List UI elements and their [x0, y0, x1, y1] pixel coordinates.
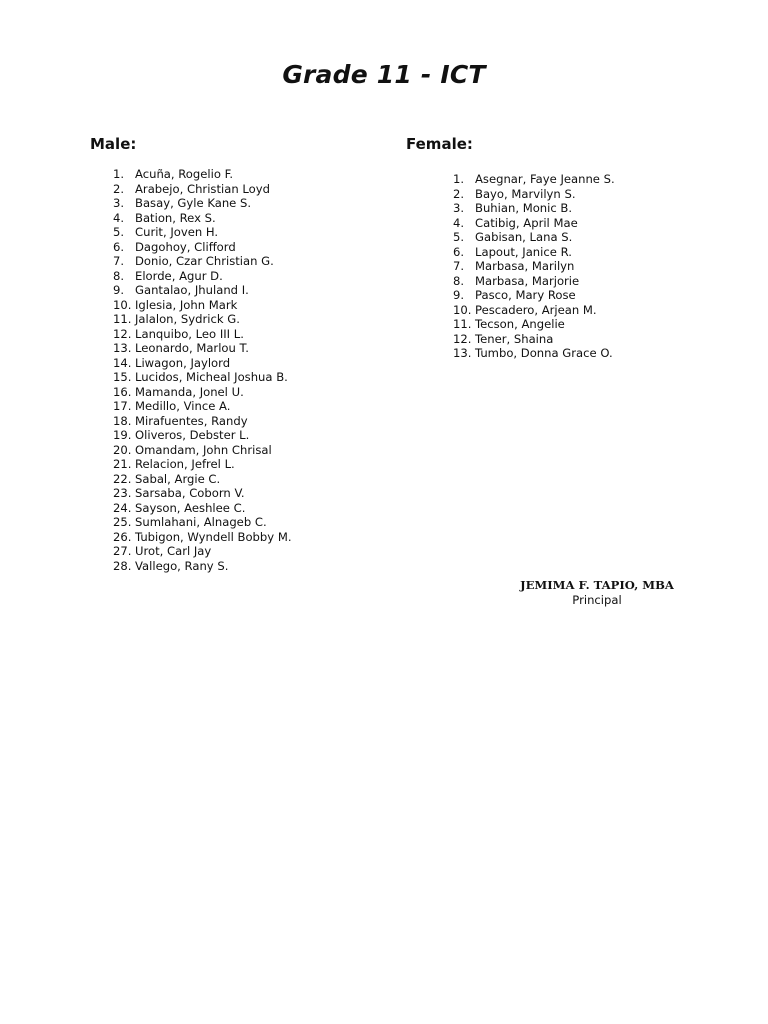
item-number: 7.: [453, 259, 465, 273]
list-item: [113, 211, 393, 226]
item-number: 6.: [453, 244, 465, 259]
student-name: Lucidos, Micheal Joshua B.: [135, 370, 288, 384]
student-name: Elorde, Agur D.: [135, 268, 223, 283]
student-name: Sarsaba, Coborn V.: [135, 486, 245, 500]
item-number: 14.: [113, 355, 132, 370]
student-name: Marbasa, Marilyn: [475, 259, 575, 273]
item-number: 27.: [113, 544, 132, 558]
list-item: [113, 327, 393, 342]
signatory-name: JEMIMA F. TAPIO, MBA: [520, 578, 674, 592]
list-item: [453, 317, 733, 332]
item-number: 5.: [113, 225, 125, 239]
item-number: 19.: [113, 428, 132, 442]
list-item: [453, 332, 733, 347]
student-name: Relacion, Jefrel L.: [135, 457, 235, 471]
student-name: Bayo, Marvilyn S.: [475, 186, 576, 201]
item-number: 2.: [113, 181, 125, 196]
item-number: 4.: [113, 210, 125, 225]
item-number: 3.: [453, 201, 465, 215]
list-item: [453, 230, 733, 245]
student-name: Oliveros, Debster L.: [135, 428, 250, 442]
list-item: [113, 341, 393, 356]
list-item: [113, 182, 393, 197]
student-name: Jalalon, Sydrick G.: [135, 312, 240, 326]
list-item: [113, 240, 393, 255]
student-name: Buhian, Monic B.: [475, 201, 573, 215]
list-item: [113, 356, 393, 371]
student-name: Lanquibo, Leo III L.: [135, 326, 244, 341]
student-name: Tener, Shaina: [475, 331, 554, 346]
list-item: [113, 385, 393, 400]
student-name: Vallego, Rany S.: [135, 558, 229, 573]
list-item: [113, 486, 393, 501]
item-number: 13.: [113, 341, 132, 355]
student-name: Basay, Gyle Kane S.: [135, 196, 252, 210]
student-name: Sumlahani, Alnageb C.: [135, 515, 267, 529]
male-heading: Male:: [90, 135, 137, 153]
list-item: [453, 288, 733, 303]
list-item: [113, 370, 393, 385]
item-number: 1.: [453, 172, 465, 186]
item-number: 17.: [113, 399, 132, 413]
list-item: [113, 254, 393, 269]
list-item: [113, 428, 393, 443]
item-number: 10.: [453, 302, 472, 317]
list-item: [453, 187, 733, 202]
item-number: 26.: [113, 529, 132, 544]
item-number: 6.: [113, 239, 125, 254]
list-item: [113, 457, 393, 472]
list-item: [453, 274, 733, 289]
list-item: [113, 399, 393, 414]
student-name: Iglesia, John Mark: [135, 297, 238, 312]
student-name: Gabisan, Lana S.: [475, 230, 573, 244]
list-item: [453, 172, 733, 187]
page-title: Grade 11 - ICT: [282, 60, 486, 89]
student-name: Pescadero, Arjean M.: [475, 302, 597, 317]
student-name: Omandam, John Chrisal: [135, 442, 272, 457]
item-number: 3.: [113, 196, 125, 210]
list-item: [113, 283, 393, 298]
student-name: Urot, Carl Jay: [135, 544, 212, 558]
student-name: Acuña, Rogelio F.: [135, 167, 234, 181]
list-item: [113, 414, 393, 429]
student-name: Tubigon, Wyndell Bobby M.: [135, 529, 292, 544]
item-number: 12.: [113, 326, 132, 341]
female-heading: Female:: [406, 135, 473, 153]
item-number: 11.: [113, 312, 132, 326]
student-name: Lapout, Janice R.: [475, 244, 572, 259]
list-item: [453, 245, 733, 260]
list-item: [113, 298, 393, 313]
list-item: [113, 501, 393, 516]
item-number: 24.: [113, 500, 132, 515]
item-number: 9.: [453, 288, 465, 302]
student-name: Tecson, Angelie: [475, 317, 565, 331]
item-number: 8.: [453, 273, 465, 288]
student-name: Sayson, Aeshlee C.: [135, 500, 246, 515]
female-student-list: [453, 172, 733, 361]
list-item: [453, 201, 733, 216]
list-item: [113, 196, 393, 211]
list-item: [113, 167, 393, 182]
item-number: 20.: [113, 442, 132, 457]
list-item: [453, 303, 733, 318]
student-name: Dagohoy, Clifford: [135, 239, 236, 254]
item-number: 11.: [453, 317, 472, 331]
list-item: [113, 544, 393, 559]
list-item: [113, 515, 393, 530]
item-number: 18.: [113, 413, 132, 428]
signatory-position: Principal: [572, 593, 622, 607]
list-item: [113, 559, 393, 574]
item-number: 21.: [113, 457, 132, 471]
item-number: 8.: [113, 268, 125, 283]
item-number: 25.: [113, 515, 132, 529]
list-item: [113, 472, 393, 487]
student-name: Curit, Joven H.: [135, 225, 219, 239]
male-student-list: [113, 167, 393, 573]
item-number: 7.: [113, 254, 125, 268]
item-number: 12.: [453, 331, 472, 346]
student-name: Arabejo, Christian Loyd: [135, 181, 270, 196]
item-number: 10.: [113, 297, 132, 312]
list-item: [113, 225, 393, 240]
item-number: 9.: [113, 283, 125, 297]
student-name: Mamanda, Jonel U.: [135, 384, 244, 399]
item-number: 23.: [113, 486, 132, 500]
student-name: Tumbo, Donna Grace O.: [475, 346, 613, 360]
item-number: 28.: [113, 558, 132, 573]
student-name: Donio, Czar Christian G.: [135, 254, 274, 268]
list-item: [453, 259, 733, 274]
student-name: Catibig, April Mae: [475, 215, 578, 230]
student-name: Marbasa, Marjorie: [475, 273, 580, 288]
student-name: Gantalao, Jhuland I.: [135, 283, 249, 297]
item-number: 5.: [453, 230, 465, 244]
item-number: 16.: [113, 384, 132, 399]
signature-block: [497, 578, 697, 608]
student-name: Sabal, Argie C.: [135, 471, 221, 486]
list-item: [113, 443, 393, 458]
student-name: Bation, Rex S.: [135, 210, 216, 225]
list-item: [113, 312, 393, 327]
student-name: Mirafuentes, Randy: [135, 413, 248, 428]
student-name: Liwagon, Jaylord: [135, 355, 231, 370]
student-name: Pasco, Mary Rose: [475, 288, 576, 302]
list-item: [113, 530, 393, 545]
item-number: 4.: [453, 215, 465, 230]
item-number: 2.: [453, 186, 465, 201]
item-number: 15.: [113, 370, 132, 384]
item-number: 22.: [113, 471, 132, 486]
student-name: Leonardo, Marlou T.: [135, 341, 249, 355]
student-name: Asegnar, Faye Jeanne S.: [475, 172, 615, 186]
item-number: 1.: [113, 167, 125, 181]
student-name: Medillo, Vince A.: [135, 399, 231, 413]
list-item: [453, 216, 733, 231]
item-number: 13.: [453, 346, 472, 360]
list-item: [453, 346, 733, 361]
list-item: [113, 269, 393, 284]
